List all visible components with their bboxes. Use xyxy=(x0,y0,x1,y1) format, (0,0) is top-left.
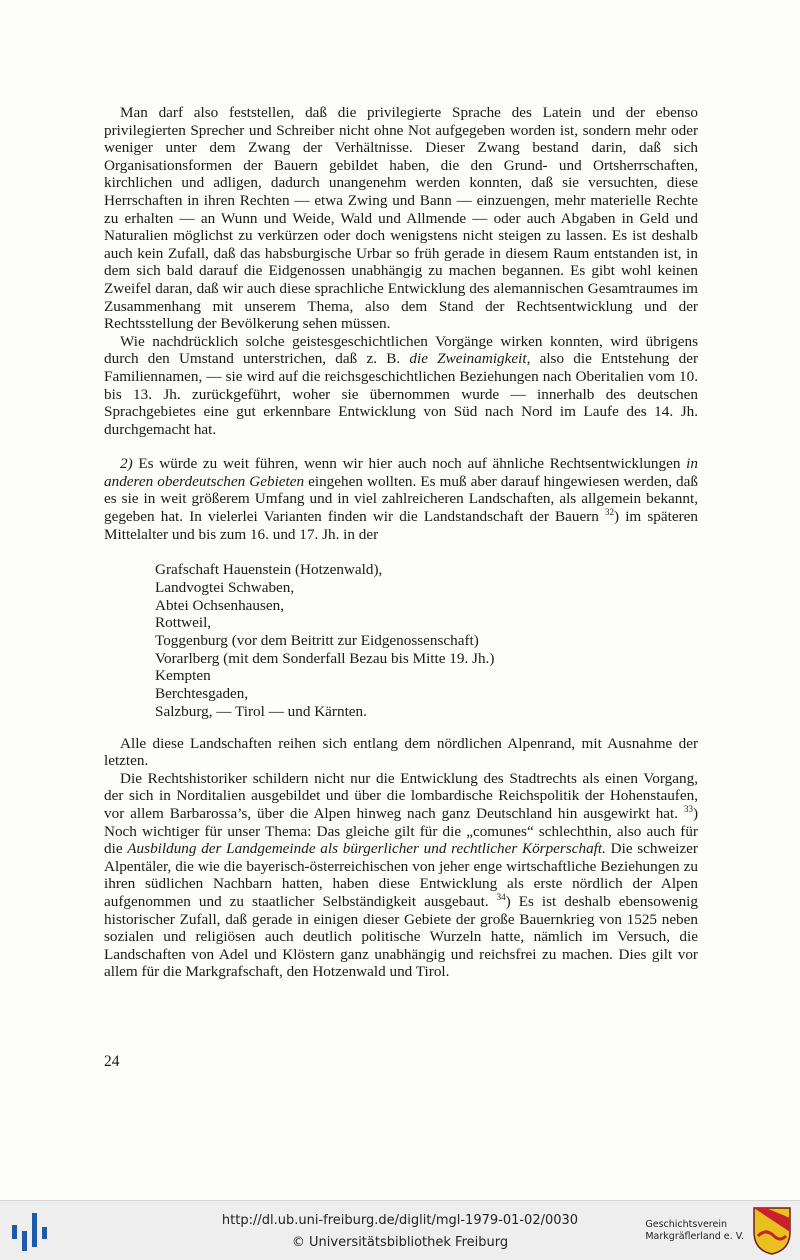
footer-bar xyxy=(0,1200,800,1260)
list-item: Grafschaft Hauenstein (Hotzenwald), xyxy=(155,561,383,579)
emphasis-landgemeinde: Ausbildung der Landgemeinde als bürgerlicher und rechtlicher Körperschaft. xyxy=(127,840,606,858)
paragraph-2: Wie nachdrücklich solche geistesgeschichtlichen Vorgänge wirken konnten, wird übrigens durch den Umstand unterstrichen, daß z. B. die Zweinamigkeit, also die Entstehung der Familiennamen, — sie wird auf die reichsgeschichtlichen Beziehungen nach Oberitalien vom 10. bis 13. Jh. zurückgeführt, woher sie übernommen wurde — innerhalb des deutschen Sprachgebietes eine gut erkennbare Entwicklung von Süd nach Nord im Laufe des 14. Jh. durchgemacht hat. xyxy=(104,332,699,438)
footnote-ref-32: 32 xyxy=(605,507,615,518)
list-item: Abtei Ochsenhausen, xyxy=(155,596,285,614)
copyright-text: © Universitätsbibliothek Freiburg xyxy=(291,1235,509,1250)
paragraph-3: 2) Es würde zu weit führen, wenn wir hier auch noch auf ähnliche Rechtsentwicklungen in anderen oberdeutschen Gebieten eingehen wollten. Es muß aber darauf hingewiesen werden, daß es sie in weit größerem Umfang und in viel zahlreicheren Landschaften, als allgemein bekannt, gegeben hat. In vielerlei Varianten finden wir die Landstandschaft der Bauern $^{32}$) im späteren Mittelalter und bis zum 16. und 17. Jh. in der xyxy=(104,455,698,543)
list-item: Vorarlberg (mit dem Sonderfall Bezau bis Mitte 19. Jh.) xyxy=(155,649,495,667)
paragraph-4: Alle diese Landschaften reihen sich entlang dem nördlichen Alpenrand, mit Ausnahme der letzten. xyxy=(104,734,698,770)
list-item: Salzburg, — Tirol — und Kärnten. xyxy=(155,702,367,720)
region-list xyxy=(155,561,698,720)
list-item: Berchtesgaden, xyxy=(155,685,249,703)
source-url-link[interactable]: http://dl.ub.uni-freiburg.de/diglit/mgl-1979-01-02/0030 xyxy=(221,1213,579,1228)
society-name: Geschichtsverein Markgräflerland e. V. xyxy=(645,1219,744,1242)
list-item: Rottweil, xyxy=(155,614,212,632)
coat-of-arms-icon xyxy=(752,1206,792,1256)
emphasis-zweinamigkeit: die Zweinamigkeit, xyxy=(409,350,531,368)
list-item: Toggenburg (vor dem Beitritt zur Eidgenossenschaft) xyxy=(155,632,479,650)
section-number: 2) xyxy=(120,455,133,473)
paragraph-5: Die Rechtshistoriker schildern nicht nur die Entwicklung des Stadtrechts als einen Vorgang, der sich in Norditalien ausgebildet und über die lombardische Reichspolitik der Hohenstaufen, vor allem Barbarossa’s, über die Alpen hinweg nach ganz Deutschland hin ausgewirkt hat. $^{33}$) Noch wichtiger für unser Thema: Das gleiche gilt für die „comunes“ schlechthin, also auch für die Ausbildung der Landgemeinde als bürgerlicher und rechtlicher Körperschaft. Die schweizer Alpentäler, die wie die bayerisch-österreichischen von jeher enge wirtschaftliche Beziehungen zu ihren südlichen Nachbarn hatten, haben diese Entwicklung als erste nördlich der Alpen aufgenommen und zu staatlicher Selbständigkeit ausgebaut. $^{34}$) Es ist deshalb ebensowenig historischer Zufall, daß gerade in einigen dieser Gebiete der große Bauernkrieg von 1525 neben sozialen und religiösen auch deutlich politische Wurzeln hatte, nämlich im Versuch, die Landschaften von Adel und Klöstern ganz unabhängig und reichsfrei zu machen. Dies gilt vor allem für die Markgrafschaft, den Hotzenwald und Tirol. xyxy=(104,769,698,981)
page-number: 24 xyxy=(104,1053,120,1070)
list-item: Kempten xyxy=(155,667,211,685)
footnote-ref-34: 34 xyxy=(496,891,506,902)
body-text xyxy=(104,104,698,981)
emphasis-oberdeutsch: in anderen oberdeutschen Gebieten xyxy=(104,455,698,490)
footnote-ref-33: 33 xyxy=(683,803,693,814)
paragraph-1: Man darf also feststellen, daß die privilegierte Sprache des Latein und der ebenso privilegierten Sprecher und Schreiber nicht ohne Not aufgegeben worden ist, sondern mehr oder weniger unter dem Zwang der Verhältnisse. Dieser Zwang bestand darin, daß sich Organisationsformen der Bauern gebildet haben, die den Grund- und Ortsherrschaften, kirchlichen und adligen, dadurch unangenehm werden konnten, daß sie versuchten, diese Herrschaften in ihren Rechten — etwa Zwing und Bann — einzuengen, mehr materielle Rechte zu erhalten — an Wunn und Weide, Wald und Allmende — oder auch Abgaben in Geld und Naturalien möglichst zu verkürzen oder doch wenigstens nicht steigen zu lassen. Es ist deshalb auch kein Zufall, daß das habsburgische Urbar so früh gerade in diesem Raum entstanden ist, in dem sich bald darauf die Eidgenossen unabhängig zu machen begannen. Es gibt wohl keinen Zweifel daran, daß wir auch diese sprachliche Entwicklung des alemannischen Gesamtraumes im Zusammenhang mit unserem Thema, also dem Stand der Rechtsentwicklung und der Rechtsstellung der Bevölkerung sehen müssen. xyxy=(104,104,698,333)
list-item: Landvogtei Schwaben, xyxy=(155,578,295,596)
